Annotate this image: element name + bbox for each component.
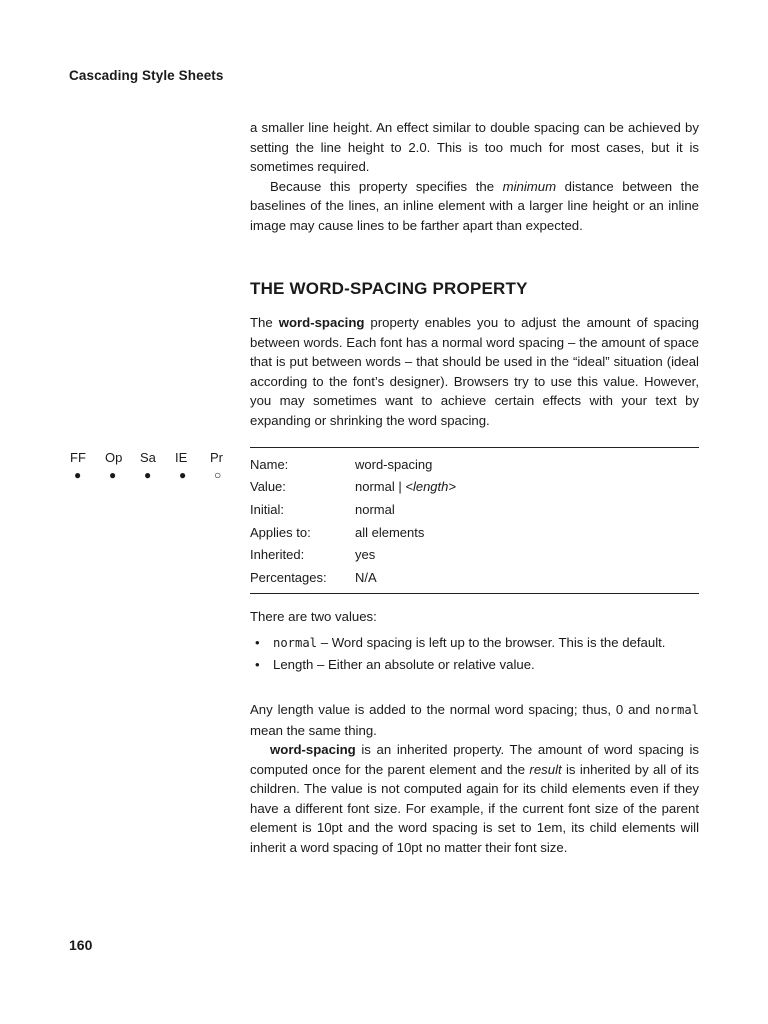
row-label: Initial: xyxy=(250,501,284,517)
text-run: is an inherited property. The amount of word spacing is computed once for the parent element and the xyxy=(250,742,699,777)
browser-safari xyxy=(140,450,175,482)
value-length: <length> xyxy=(405,479,456,495)
browser-label: Op xyxy=(105,450,123,465)
browser-support xyxy=(70,450,245,482)
property-name: word-spacing xyxy=(270,742,356,757)
intro-text xyxy=(250,118,699,235)
page-number: 160 xyxy=(69,937,93,953)
list-item xyxy=(250,633,699,654)
closing-text xyxy=(250,700,699,857)
code-keyword: normal xyxy=(654,703,699,717)
row-label: Value: xyxy=(250,479,286,495)
bullet-icon: • xyxy=(255,635,260,650)
value-list xyxy=(250,633,699,675)
supported-dot-icon: ● xyxy=(109,468,117,482)
property-name: word-spacing xyxy=(278,315,365,330)
list-item-text: Length – Either an absolute or relative value. xyxy=(273,656,535,672)
row-value: all elements xyxy=(355,524,425,540)
emphasis: result xyxy=(529,761,562,777)
closing-paragraph-1 xyxy=(250,700,699,740)
section-intro-paragraph xyxy=(250,313,699,430)
row-value xyxy=(355,479,699,494)
table-row xyxy=(250,521,699,544)
list-item xyxy=(250,655,699,675)
section-intro xyxy=(250,313,699,430)
browser-prince xyxy=(210,450,245,482)
text-run: Because this property specifies the xyxy=(270,178,503,194)
table-row xyxy=(250,476,699,499)
browser-label: Pr xyxy=(210,450,223,465)
code-keyword: normal xyxy=(273,636,318,650)
closing-paragraph-2 xyxy=(250,740,699,857)
supported-dot-icon: ● xyxy=(74,468,82,482)
row-value: word-spacing xyxy=(355,456,433,472)
row-label: Percentages: xyxy=(250,569,327,585)
browser-label: Sa xyxy=(140,450,156,465)
supported-dot-icon: ● xyxy=(144,468,152,482)
intro-paragraph-2 xyxy=(250,177,699,236)
text-run: mean the same thing. xyxy=(250,722,377,738)
partial-support-circle-icon: ○ xyxy=(214,468,222,482)
text-run: – Word spacing is left up to the browser. This is the default. xyxy=(317,635,666,650)
table-row xyxy=(250,453,699,476)
text-run: Any length value is added to the normal word spacing; thus, 0 and xyxy=(250,702,655,717)
value-keyword: normal xyxy=(355,479,395,495)
text-run: is inherited by all of its children. The value is not computed again for its child elements even if they have a different font size. For example, if the current font size of the parent element is 10pt and the word spacing is set to 1em, its child elements will inherit a word spacing of 10pt no matter their font size. xyxy=(250,761,699,855)
property-table xyxy=(250,447,699,594)
value-separator: | xyxy=(394,479,406,495)
text-run: The xyxy=(250,315,279,330)
browser-firefox xyxy=(70,450,105,482)
browser-label: FF xyxy=(70,450,86,465)
table-row xyxy=(250,566,699,589)
row-label: Applies to: xyxy=(250,524,311,540)
table-row xyxy=(250,498,699,521)
running-head: Cascading Style Sheets xyxy=(69,68,224,83)
text-run: property enables you to adjust the amount of spacing between words. Each font has a normal word spacing – the amount of space that is put between words – that should be used in the “ideal” situation (ideal according to the font’s designer). Browsers try to use this value. However, you may sometimes want to achieve certain effects with your text by expanding or shrinking the word spacing. xyxy=(250,315,699,428)
row-value: normal xyxy=(355,501,395,517)
intro-paragraph-1: a smaller line height. An effect similar to double spacing can be achieved by setting the line height to 2.0. This is too much for most cases, but it is sometimes required. xyxy=(250,120,699,174)
browser-opera xyxy=(105,450,140,482)
emphasis: minimum xyxy=(502,178,557,194)
text-run: distance between the baselines of the lines, an inline element with a larger line height or an inline image may cause lines to be farther apart than expected. xyxy=(250,178,699,233)
bullet-icon: • xyxy=(255,656,260,672)
row-value: yes xyxy=(355,547,376,563)
row-value: N/A xyxy=(355,569,377,585)
supported-dot-icon: ● xyxy=(179,468,187,482)
list-item-text xyxy=(273,633,699,654)
row-label: Inherited: xyxy=(250,547,305,563)
row-label: Name: xyxy=(250,456,289,472)
browser-label: IE xyxy=(175,450,188,465)
values-intro-text: There are two values: xyxy=(250,609,377,624)
values-intro xyxy=(250,607,699,627)
table-row xyxy=(250,543,699,566)
section-heading: THE WORD-SPACING PROPERTY xyxy=(250,279,528,298)
browser-ie xyxy=(175,450,210,482)
